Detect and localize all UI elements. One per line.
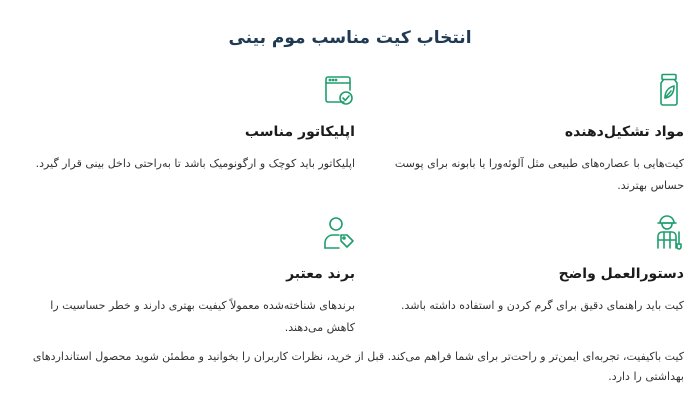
feature-title: برند معتبر: [286, 266, 355, 282]
worker-tools-icon: [652, 214, 684, 250]
feature-text: اپلیکاتور باید کوچک و ارگونومیک باشد تا به‌راحتی داخل بینی قرار گیرد.: [35, 157, 355, 170]
jar-leaf-icon: [654, 72, 684, 108]
page-title: انتخاب کیت مناسب موم بینی: [228, 28, 472, 48]
feature-title: اپلیکاتور مناسب: [244, 124, 355, 140]
summary-paragraph: کیت باکیفیت، تجربه‌ای ایمن‌تر و راحت‌تر برای شما فراهم می‌کند. قبل از خرید، نظرات کاربران را بخوانید و مطمئن شوید محصول استانداردهای بهداشتی را دارد.: [32, 350, 684, 383]
feature-title: مواد تشکیل‌دهنده: [564, 124, 684, 140]
feature-text: برندهای شناخته‌شده معمولاً کیفیت بهتری دارند و خطر حساسیت را کاهش می‌دهند.: [50, 299, 355, 334]
feature-title: دستورالعمل واضح: [558, 266, 684, 282]
user-tag-icon: [323, 214, 355, 250]
feature-text: کیت‌هایی با عصاره‌های طبیعی مثل آلوئه‌ورا یا بابونه برای پوست حساس بهترند.: [394, 157, 684, 192]
browser-check-icon: [323, 72, 355, 108]
feature-text: کیت باید راهنمای دقیق برای گرم کردن و استفاده داشته باشد.: [401, 299, 684, 312]
